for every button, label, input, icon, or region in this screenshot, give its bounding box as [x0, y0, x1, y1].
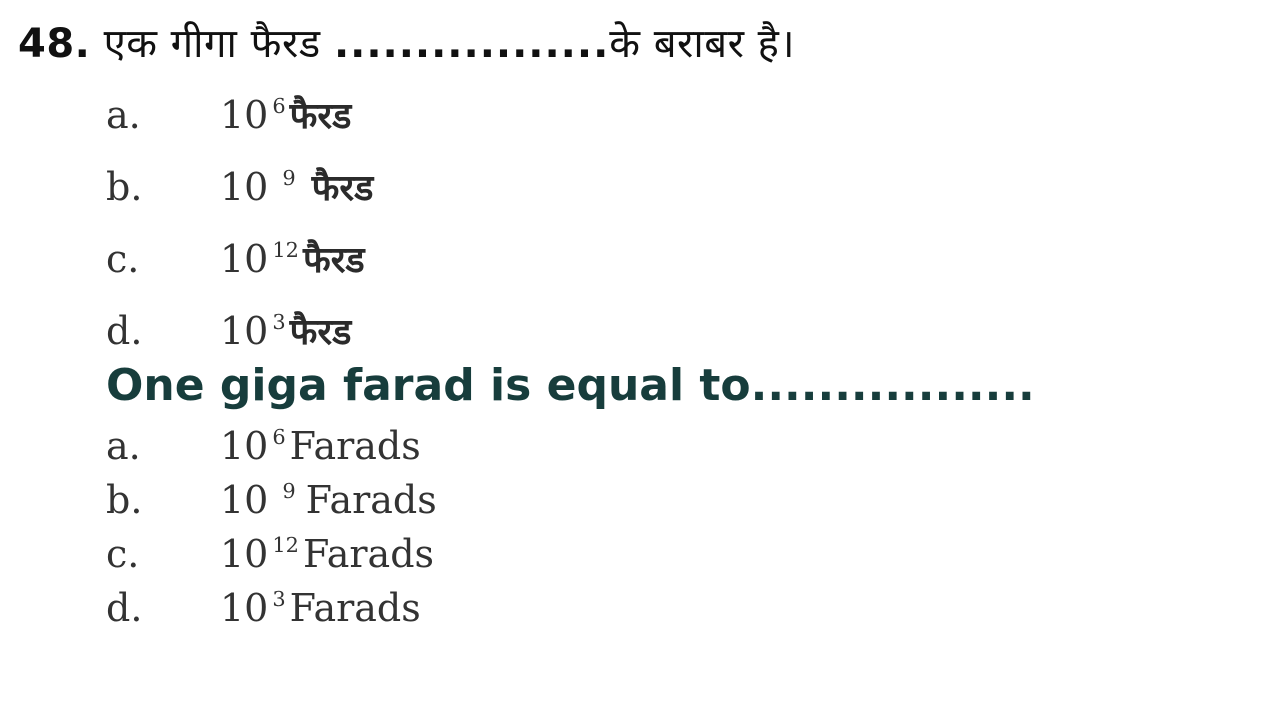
- option-base: 10: [220, 532, 269, 576]
- option-letter: b.: [106, 478, 143, 522]
- option-exponent: 6: [272, 94, 286, 119]
- option-exponent: 9: [282, 479, 296, 504]
- question-hindi-text: एक गीगा फैरड: [103, 21, 321, 67]
- option-english-b: [106, 478, 437, 522]
- option-hindi-b: [106, 162, 373, 211]
- question-hindi-suffix: के बराबर है।: [609, 21, 796, 67]
- option-hindi-d: [106, 306, 351, 355]
- option-letter: c.: [106, 237, 140, 281]
- option-base: 10: [220, 93, 269, 137]
- option-exponent: 3: [272, 310, 286, 335]
- option-unit: Farads: [305, 478, 437, 522]
- option-exponent: 6: [272, 425, 286, 450]
- option-unit: फैरड: [302, 240, 365, 281]
- option-unit: फैरड: [311, 168, 374, 209]
- option-letter: a.: [106, 424, 141, 468]
- option-unit: Farads: [302, 532, 435, 576]
- option-exponent: 12: [272, 533, 299, 558]
- option-letter: c.: [106, 532, 140, 576]
- option-base: 10: [220, 478, 269, 522]
- option-exponent: 3: [272, 587, 286, 612]
- question-english: One giga farad is equal to.................: [106, 360, 1035, 411]
- option-letter: b.: [106, 165, 143, 209]
- option-letter: a.: [106, 93, 141, 137]
- option-english-a: [106, 424, 421, 468]
- option-unit: Farads: [289, 424, 421, 468]
- question-hindi-blank: .................: [333, 21, 610, 67]
- question-hindi: [18, 14, 795, 69]
- option-base: 10: [220, 424, 269, 468]
- option-letter: d.: [106, 586, 143, 630]
- option-english-d: [106, 586, 421, 630]
- option-unit: फैरड: [289, 96, 352, 137]
- option-letter: d.: [106, 309, 143, 353]
- option-unit: फैरड: [289, 312, 352, 353]
- option-unit: Farads: [289, 586, 421, 630]
- option-english-c: [106, 532, 434, 576]
- option-base: 10: [220, 237, 269, 281]
- option-hindi-a: [106, 90, 351, 139]
- option-base: 10: [220, 586, 269, 630]
- option-hindi-c: [106, 234, 365, 283]
- question-number: 48.: [18, 21, 91, 67]
- option-exponent: 9: [282, 166, 296, 191]
- option-base: 10: [220, 165, 269, 209]
- option-base: 10: [220, 309, 269, 353]
- option-exponent: 12: [272, 238, 299, 263]
